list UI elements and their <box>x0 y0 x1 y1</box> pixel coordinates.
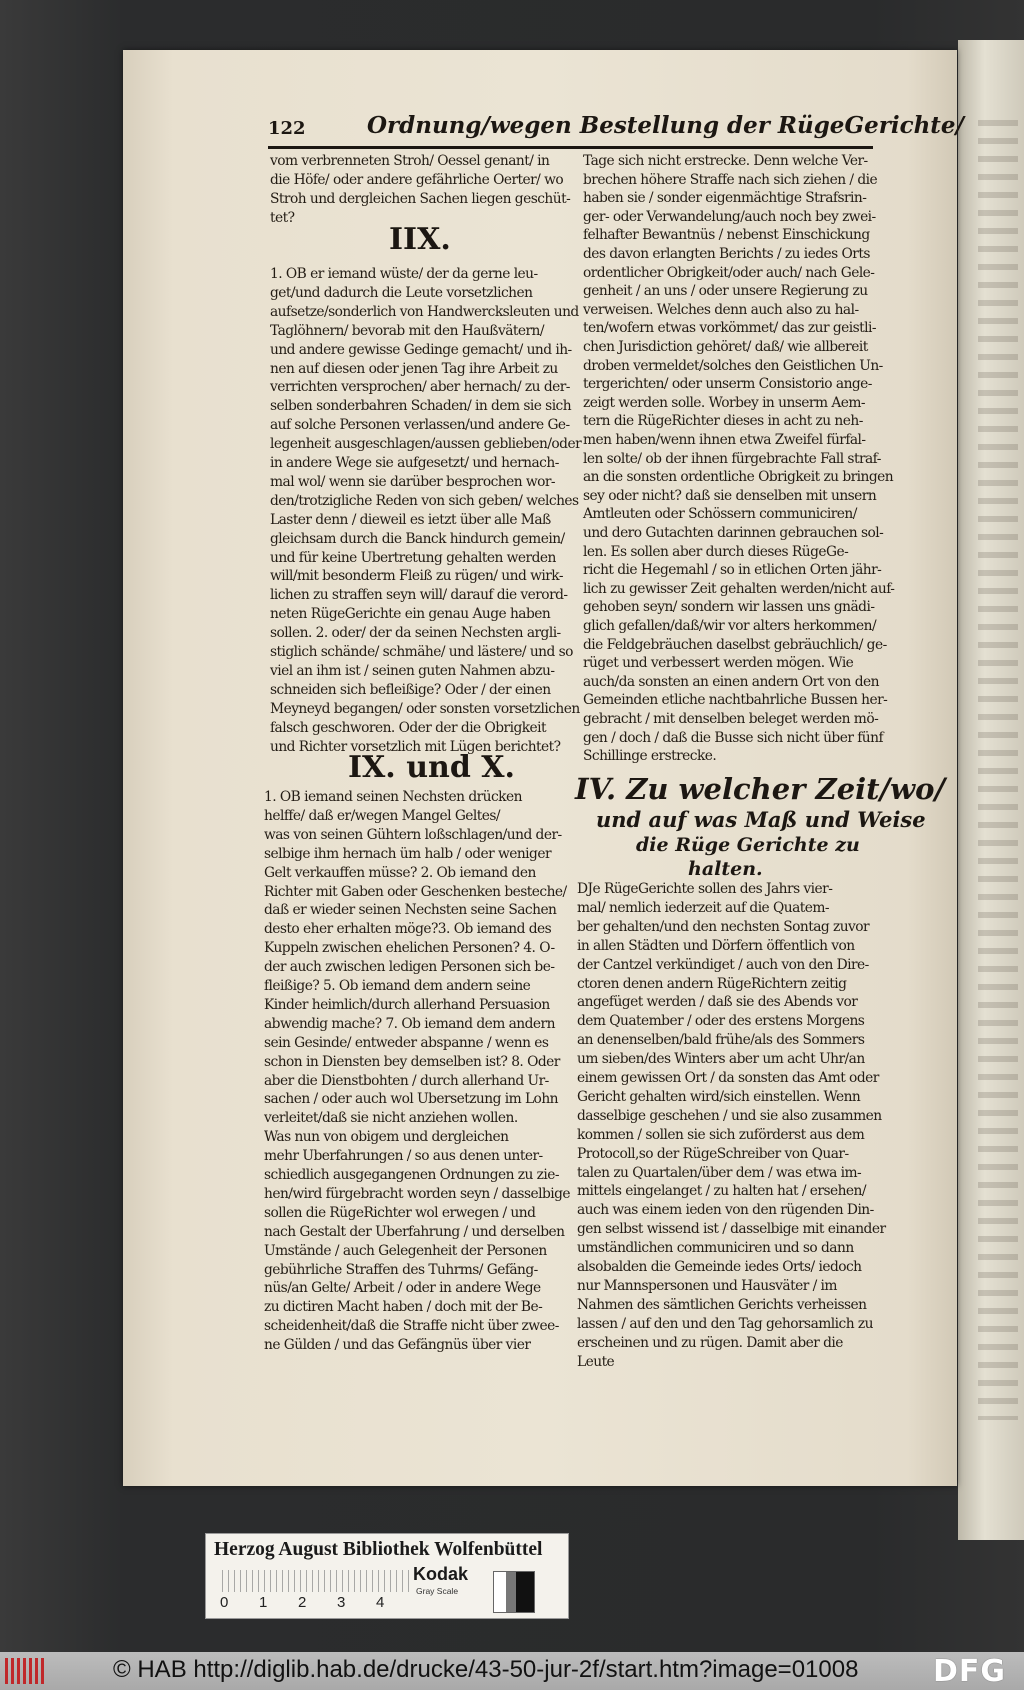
text-line: tern die RügeRichter dieses in acht zu neh- <box>583 413 863 430</box>
text-line: Protocoll,so der RügeSchreiber von Quar- <box>577 1145 849 1162</box>
text-line: lich zu gewisser Zeit gehalten werden/nicht auf- <box>583 580 895 597</box>
text-line: an die sonsten ordentliche Obrigkeit zu bringen <box>583 469 894 486</box>
text-line: dem Quatember / oder des erstens Morgens <box>577 1013 865 1030</box>
ruler-scale <box>222 1570 412 1592</box>
text-line: und andere gewisse Gedinge gemacht/ und ih- <box>270 341 572 358</box>
ruler-number: 0 <box>220 1594 229 1611</box>
text-line: schneiden sich befleißige? Oder / der einen <box>270 681 551 698</box>
text-line: Kinder heimlich/durch allerhand Persuasion <box>264 996 550 1013</box>
barcode-icon <box>5 1658 47 1684</box>
text-line: gebracht / mit denselben beleget werden mö- <box>583 711 879 727</box>
text-line: umständlichen communiciren und so dann <box>577 1240 854 1257</box>
text-line: brechen höhere Straffe nach sich ziehen / die <box>583 171 878 188</box>
dfg-logo: DFG <box>933 1654 1007 1689</box>
text-line: Gelt verkauffen müsse? 2. Ob iemand den <box>264 864 536 881</box>
text-line: die Feldgebräuchen daselbst gebräuchlich/ ge- <box>583 636 887 653</box>
text-line: glich gefallen/daß/wir vor alters herkommen/ <box>583 618 877 634</box>
text-line: genheit / an uns / oder unsere Regierung zu <box>583 283 868 300</box>
text-line: Kuppeln zwischen ehelichen Personen? 4. O- <box>264 940 555 957</box>
text-line: gebührliche Straffen des Tuhrms/ Gefäng- <box>264 1261 538 1278</box>
color-target-card <box>205 1533 569 1619</box>
text-line: DJe RügeGerichte sollen des Jahrs vier- <box>577 881 833 897</box>
text-line: ger- oder Verwandelung/auch noch bey zwei- <box>583 208 876 225</box>
text-line: rüget und verbessert werden mögen. Wie <box>583 655 854 672</box>
library-name: Herzog August Bibliothek Wolfenbüttel <box>214 1539 543 1560</box>
text-line: lassen / auf den und den Tag gehorsamlich zu <box>577 1315 873 1332</box>
text-line: fleißige? 5. Ob iemand dem andern seine <box>264 978 531 994</box>
text-line: nüs/an Gelte/ Arbeit / oder in andere Wege <box>264 1280 541 1297</box>
text-line: lichen zu straffen seyn will/ darauf die verord- <box>270 587 568 604</box>
text-line: desto eher erhalten möge?3. Ob iemand des <box>264 921 552 938</box>
text-line: mal wol/ wenn sie darüber besprochen wor- <box>270 473 556 490</box>
text-line: verweisen. Welches denn auch also zu hal- <box>583 301 859 318</box>
text-line: 1. OB er iemand wüste/ der da gerne leu- <box>270 266 538 282</box>
text-line: nur Mannspersonen und Hausväter / im <box>577 1277 837 1294</box>
text-line: scheidenheit/daß die Straffe nicht über zwee- <box>264 1318 559 1335</box>
text-line: Taglöhnern/ bevorab mit den Haußvätern/ <box>270 322 544 339</box>
adjacent-page-edge <box>958 40 1024 1540</box>
text-line: selben sonderbahren Schaden/ in dem sie sich <box>270 398 572 415</box>
text-line: will/mit besonderm Fleiß zu rügen/ und wirk- <box>270 568 563 585</box>
text-line: aber die Dienstbohten / durch allerhand Ur- <box>264 1072 549 1089</box>
text-line: Stroh und dergleichen Sachen liegen geschüt- <box>270 191 571 207</box>
text-line: neten RügeGerichte ein genau Auge haben <box>270 606 551 623</box>
text-line: daß er wieder seinen Nechsten seine Sachen <box>264 902 557 919</box>
text-line: der auch zwischen ledigen Personen sich be- <box>264 959 555 976</box>
text-line: tet? <box>270 210 295 226</box>
text-line: und Richter vorsetzlich mit Lügen berichtet? <box>270 738 561 755</box>
text-line: was von seinen Gühtern loßschlagen/und der- <box>264 826 562 843</box>
text-line: mal/ nemlich iederzeit auf die Quatem- <box>577 899 830 916</box>
text-line: Richter mit Gaben oder Geschenken besteche/ <box>264 883 567 900</box>
text-line: verrichten versprochen/ aber hernach/ zu der- <box>270 379 570 396</box>
gray-scale-swatch <box>493 1571 535 1613</box>
text-line: in allen Städten und Dörfern öffentlich von <box>577 937 855 954</box>
text-line: ten/wofern etwas vorkömmet/ das zur geistli- <box>583 320 876 337</box>
text-line: mittels eingelanget / zu halten hat / ersehen/ <box>577 1183 866 1200</box>
text-line: Gericht gehalten wird/sich einstellen. Wenn <box>577 1088 861 1105</box>
text-line: an denenselben/bald frühe/als des Sommers <box>577 1032 865 1049</box>
section-heading-iv-line3: die Rüge Gerichte zu <box>636 834 860 856</box>
ruler-number: 3 <box>337 1594 346 1611</box>
ruler-number: 4 <box>376 1594 385 1611</box>
text-line: in andere Wege sie aufgesetzt/ und hernach- <box>270 455 559 471</box>
text-line: stiglich schände/ schmähe/ und lästere/ und so <box>270 644 573 660</box>
text-line: der Cantzel verkündiget / auch von den Dire- <box>577 956 869 973</box>
text-line: zeigt werden solle. Worbey in unserm Aem- <box>583 394 866 411</box>
text-line: nach Gestalt der Uberfahrung / und derselben <box>264 1223 565 1240</box>
text-line: auch was einem ieden von den rügenden Din- <box>577 1202 874 1219</box>
text-line: viel an ihm ist / seinen guten Nahmen abzu- <box>270 662 555 679</box>
section-heading-iix: IIX. <box>389 222 451 257</box>
section-heading-iv: IV. Zu welcher Zeit/wo/ <box>575 772 946 806</box>
text-line: gen selbst wissend ist / dasselbige mit einander <box>577 1221 886 1238</box>
text-line: Nahmen des sämtlichen Gerichts verheissen <box>577 1296 867 1313</box>
text-line: sollen die RügeRichter wol erwegen / und <box>264 1204 536 1221</box>
text-line: den/trotzigliche Reden von sich geben/ welches <box>270 492 579 509</box>
text-line: des davon erlangten Berichts / zu iedes Orts <box>583 246 870 262</box>
section-heading-ix-x: IX. und X. <box>348 750 515 785</box>
ruler-number: 2 <box>298 1594 307 1611</box>
text-line: auf solche Personen verlassen/und andere Ge- <box>270 417 570 434</box>
text-line: gehoben seyn/ sondern wir lassen uns gnädi- <box>583 599 875 616</box>
text-line: um sieben/des Winters aber um acht Uhr/an <box>577 1051 865 1068</box>
text-line: gen / doch / daß die Busse sich nicht über fünf <box>583 729 883 746</box>
text-line: die Höfe/ oder andere gefährliche Oerter/ wo <box>270 172 564 188</box>
text-line: Leute <box>577 1353 615 1370</box>
text-line: tergerichten/ oder unserm Consistorio ange- <box>583 376 872 393</box>
text-line: droben vermeldet/solches den Geistlichen Un- <box>583 357 883 374</box>
text-line: ctoren denen andern RügeRichtern zeitig <box>577 975 847 992</box>
text-line: zu dictiren Macht haben / doch mit der Be- <box>264 1299 543 1316</box>
text-line: sollen. 2. oder/ der da seinen Nechsten argli- <box>270 625 561 642</box>
text-line: ne Gülden / und das Gefängnüs über vier <box>264 1337 531 1354</box>
page-number: 122 <box>268 118 306 139</box>
text-line: 1. OB iemand seinen Nechsten drücken <box>264 789 522 805</box>
text-line: und für keine Ubertretung gehalten werden <box>270 549 556 566</box>
text-line: Amtleuten oder Schössern communiciren/ <box>583 506 857 523</box>
text-line: schon in Diensten bey demselben ist? 8. Oder <box>264 1053 560 1070</box>
text-line: alsobalden die Gemeinde iedes Orts/ iedoch <box>577 1259 862 1275</box>
running-header <box>268 112 964 149</box>
text-line: Laster denn / dieweil es ietzt über alle Maß <box>270 511 551 528</box>
ruler-numbers <box>220 1594 420 1611</box>
text-line: einem gewissen Ort / da sonsten das Amt oder <box>577 1070 879 1086</box>
text-line: men haben/wenn ihnen etwa Zweifel fürfal- <box>583 432 866 448</box>
text-line: abwendig mache? 7. Ob iemand dem andern <box>264 1015 555 1032</box>
ruler-number: 1 <box>259 1594 268 1611</box>
kodak-brand: Kodak <box>413 1564 469 1584</box>
text-line: Was nun von obigem und dergleichen <box>264 1129 509 1146</box>
text-line: Gemeinden etliche nachtbahrliche Bussen her- <box>583 692 888 709</box>
text-line: haben sie / sonder eigenmächtige Strafsrin- <box>583 190 867 207</box>
text-line: Meyneyd begangen/ oder sonsten vorsetzlichen <box>270 700 580 717</box>
text-line: und dero Gutachten darinnen gebrauchen sol- <box>583 525 884 541</box>
footer-bar <box>0 1652 1024 1690</box>
text-line: auch/da sonsten an einen andern Ort von den <box>583 673 879 690</box>
section-heading-iv-line2: und auf was Maß und Weise <box>596 807 926 832</box>
text-line: aufsetze/sonderlich von Handwercksleuten und <box>270 303 579 320</box>
text-line: Tage sich nicht erstrecke. Denn welche Ver- <box>583 153 868 169</box>
text-line: nen auf diesen oder jenen Tag ihre Arbeit zu <box>270 360 558 377</box>
text-line: Schillinge erstrecke. <box>583 748 717 765</box>
text-line: Umstände / auch Gelegenheit der Personen <box>264 1242 547 1259</box>
text-line: legenheit ausgeschlagen/aussen geblieben/oder <box>270 436 582 453</box>
text-line: schiedlich ausgegangenen Ordnungen zu zie- <box>264 1167 559 1183</box>
text-line: richt die Hegemahl / so in etlichen Orten jähr- <box>583 562 882 579</box>
text-line: erscheinen und zu rügen. Damit aber die <box>577 1334 843 1351</box>
text-line: talen zu Quartalen/über dem / was etwa im- <box>577 1164 862 1181</box>
text-line: gleichsam durch die Banck hindurch gemein/ <box>270 530 565 547</box>
text-line: felhafter Bewantnüs / nebenst Einschickung <box>583 227 870 244</box>
text-line: get/und dadurch die Leute vorsetzlichen <box>270 284 533 301</box>
footer-link[interactable]: © HAB http://diglib.hab.de/drucke/43-50-jur-2f/start.htm?image=01008 <box>113 1656 859 1683</box>
text-line: helffe/ daß er/wegen Mangel Geltes/ <box>264 807 501 824</box>
text-line: chen Jurisdiction gehöret/ daß/ wie allbereit <box>583 339 868 355</box>
text-line: sey oder nicht? daß sie denselben mit unsern <box>583 487 877 504</box>
text-line: angefüget werden / daß sie des Abends vor <box>577 994 858 1011</box>
text-line: len. Es sollen aber durch dieses RügeGe- <box>583 543 849 560</box>
text-line: len solte/ ob der ihnen fürgebrachte Fall straf- <box>583 450 881 467</box>
text-line: ber gehalten/und den nechsten Sontag zuvor <box>577 918 870 935</box>
section-heading-iv-line4: halten. <box>688 858 763 880</box>
text-line: sein Gesinde/ entweder abspanne / wenn es <box>264 1034 549 1051</box>
text-line: hen/wird fürgebracht worden seyn / dasselbige <box>264 1185 571 1202</box>
gray-scale-label: Gray Scale <box>416 1586 459 1596</box>
running-title: Ordnung/wegen Bestellung der RügeGerichte/ <box>367 112 964 139</box>
text-line: falsch geschworen. Oder der die Obrigkeit <box>270 719 547 736</box>
text-line: mehr Uberfahrungen / so aus denen unter- <box>264 1148 543 1165</box>
text-line: sachen / oder auch wol Ubersetzung im Lohn <box>264 1091 558 1108</box>
text-line: vom verbrenneten Stroh/ Oessel genant/ in <box>270 153 550 169</box>
text-line: dasselbige geschehen / und sie also zusammen <box>577 1107 882 1124</box>
text-line: verleitet/daß sie nicht anziehen wollen. <box>264 1110 518 1127</box>
text-line: kommen / sollen sie sich zuförderst aus dem <box>577 1126 865 1143</box>
text-line: selbige ihm hernach üm halb / oder weniger <box>264 845 551 862</box>
text-line: ordentlicher Obrigkeit/oder auch/ nach Gele- <box>583 264 875 281</box>
